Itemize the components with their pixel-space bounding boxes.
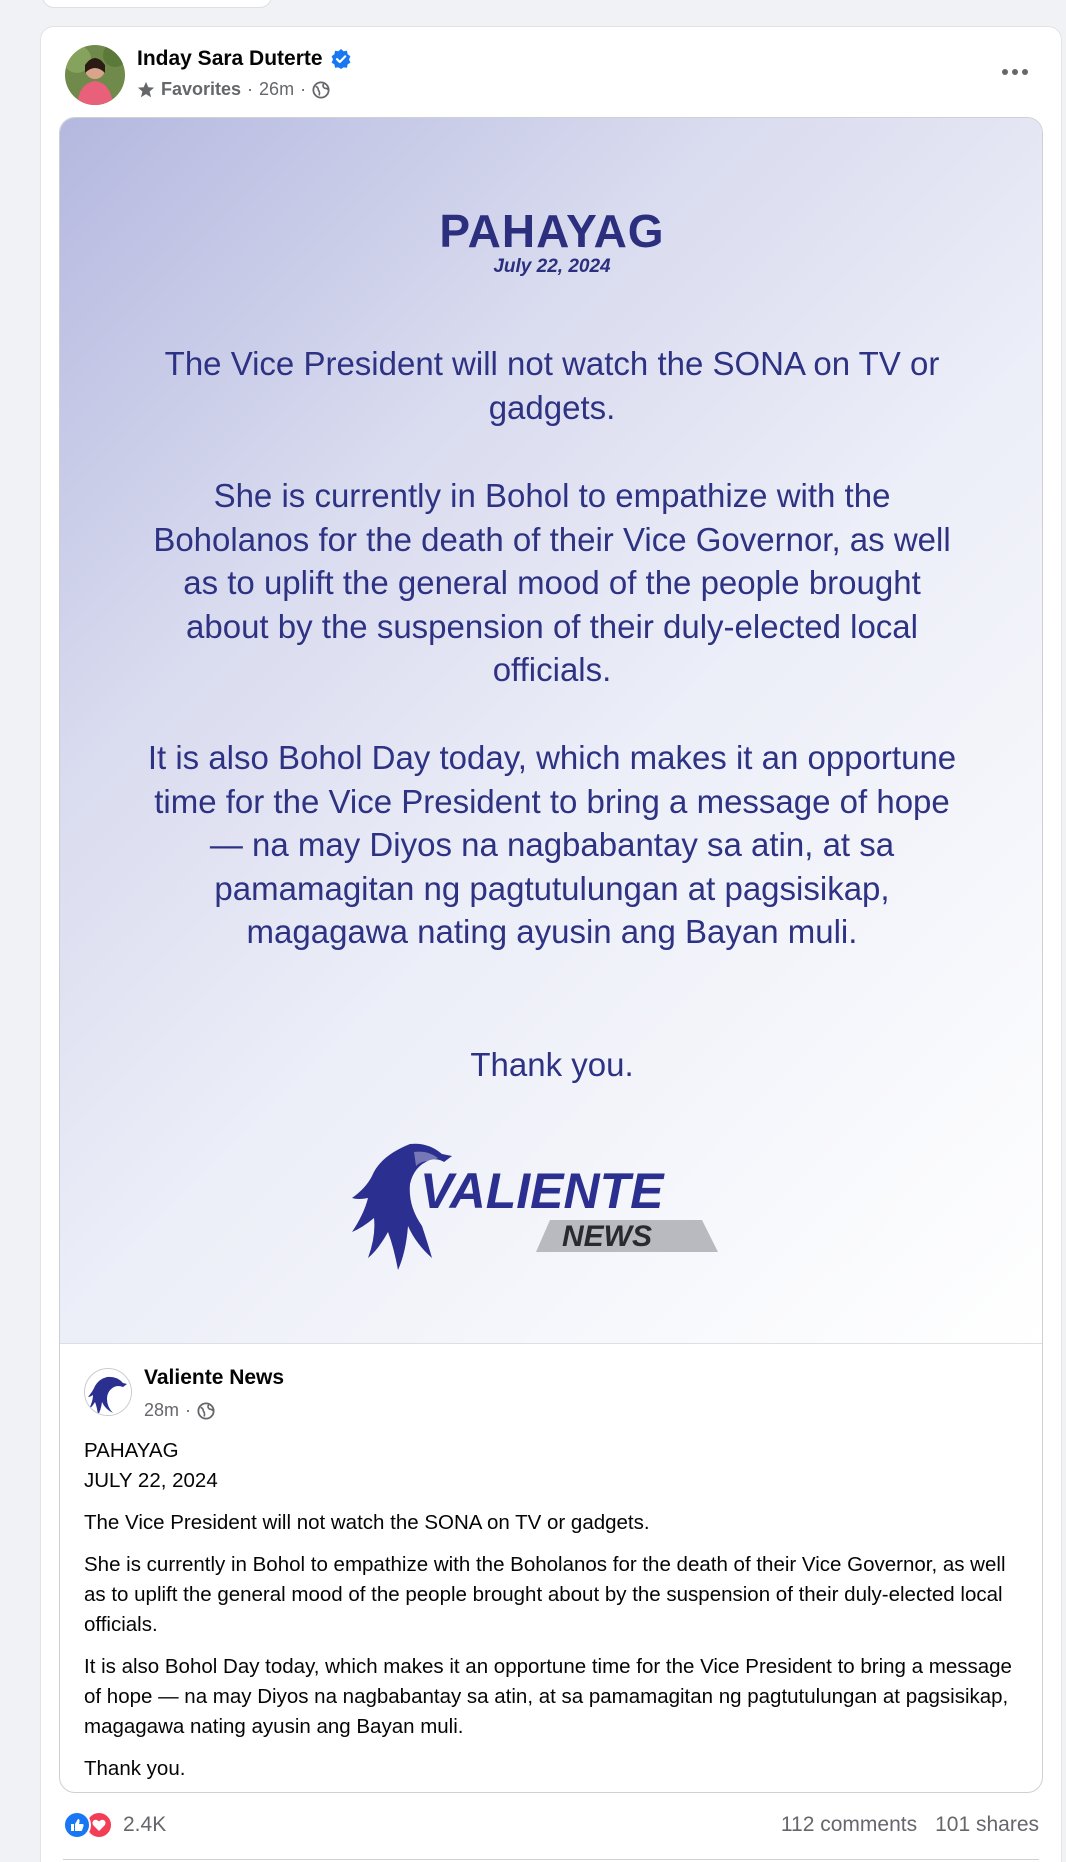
shared-paragraph: She is currently in Bohol to empathize with the Boholanos for the death of their Vice Governor, as well as to uplift the general mood of the people brought about by the suspension of their duly-elected local officials.	[84, 1553, 1006, 1636]
svg-text:NEWS: NEWS	[562, 1220, 652, 1253]
shares-count[interactable]: 101 shares	[935, 1813, 1039, 1836]
meta-separator: ·	[185, 1400, 192, 1420]
verified-badge-icon	[331, 49, 351, 69]
dot-icon	[1022, 69, 1028, 75]
favorites-label[interactable]: Favorites	[161, 79, 242, 99]
engagement-stats	[781, 1813, 1039, 1837]
graphic-title: PAHAYAG	[439, 205, 665, 257]
source-name[interactable]: Valiente News	[144, 1366, 285, 1389]
post-meta	[137, 79, 330, 100]
svg-text:VALIENTE: VALIENTE	[420, 1163, 664, 1219]
graphic-date: July 22, 2024	[493, 256, 611, 277]
source-meta	[144, 1400, 215, 1421]
graphic-paragraph: Thank you.	[470, 1046, 634, 1083]
comments-count[interactable]: 112 comments	[780, 1813, 918, 1836]
author-name[interactable]: Inday Sara Duterte	[137, 47, 323, 70]
post-timestamp[interactable]: 26m	[259, 79, 295, 99]
shared-date: JULY 22, 2024	[84, 1469, 218, 1492]
shared-paragraph: The Vice President will not watch the SONA on TV or gadgets.	[84, 1511, 650, 1534]
previous-post-card	[42, 0, 272, 8]
graphic-paragraph: It is also Bohol Day today, which makes it an opportune time for the Vice President to bring a message of hope — na may Diyos na nagbabantay sa atin, at sa pamamagitan ng pagtutulungan at pagsisikap, magagawa nating ayusin ang Bayan muli.	[147, 739, 957, 950]
star-icon	[137, 81, 155, 99]
like-icon	[63, 1811, 91, 1839]
author-name-row	[137, 47, 351, 71]
meta-separator: ·	[247, 79, 254, 99]
reaction-count[interactable]: 2.4K	[123, 1813, 167, 1836]
author-avatar[interactable]	[65, 45, 125, 105]
shared-paragraph: It is also Bohol Day today, which makes it an opportune time for the Vice President to bring a message of hope — na may Diyos na nagbabantay sa atin, at sa pamamagitan ng pagtutulungan at pagsisikap, magagawa nating ayusin ang Bayan muli.	[84, 1655, 1012, 1738]
post-card	[40, 26, 1062, 1862]
source-timestamp[interactable]: 28m	[144, 1400, 180, 1420]
graphic-paragraph: The Vice President will not watch the SONA on TV or gadgets.	[164, 345, 940, 426]
globe-icon[interactable]	[197, 1402, 215, 1420]
shared-post[interactable]	[59, 117, 1043, 1793]
globe-icon[interactable]	[312, 81, 330, 99]
source-avatar[interactable]	[84, 1368, 132, 1416]
dot-icon	[1012, 69, 1018, 75]
more-options-button[interactable]	[995, 59, 1035, 85]
meta-separator: ·	[300, 79, 307, 99]
statement-graphic[interactable]	[60, 118, 1043, 1344]
shared-heading: PAHAYAG	[84, 1439, 179, 1462]
reactions-summary[interactable]	[63, 1811, 166, 1839]
graphic-paragraph: She is currently in Bohol to empathize with the Boholanos for the death of their Vice Governor, as well as to uplift the general mood of the people brought about by the suspension of their duly-elected local officials.	[153, 477, 951, 688]
divider	[63, 1859, 1039, 1860]
valiente-news-logo	[350, 1140, 760, 1280]
dot-icon	[1002, 69, 1008, 75]
shared-paragraph: Thank you.	[84, 1757, 186, 1780]
